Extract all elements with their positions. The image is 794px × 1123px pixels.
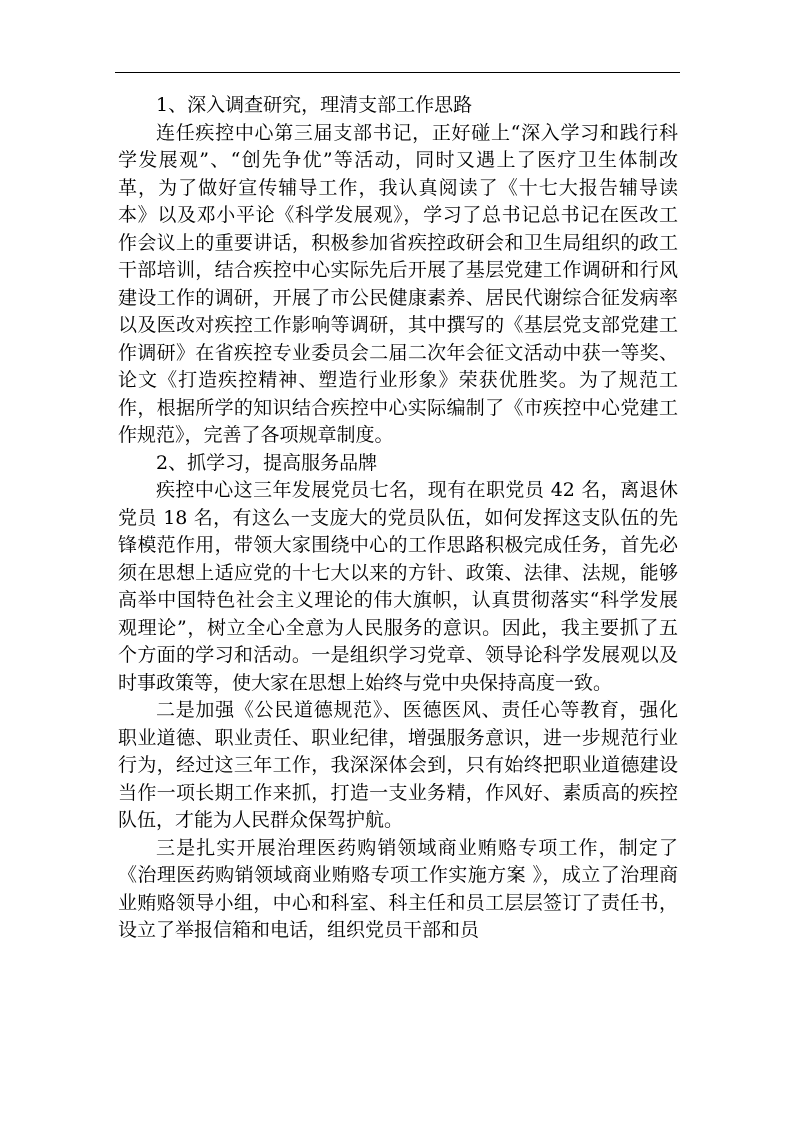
section-1-paragraph: 连任疾控中心第三届支部书记，正好碰上“深入学习和践行科学发展观”、“创先争优”等活动，同时又遇上了医疗卫生体制改革，为了做好宣传辅导工作，我认真阅读了《十七大报告辅导读本》以及邓小平论《科学发展观》，学习了总书记总书记在医改工作会议上的重要讲话，积极参加省疾控政研会和卫生局组织的政工干部培训，结合疾控中心实际先后开展了基层党建工作调研和行风建设工作的调研，开展了市公民健康素养、居民代谢综合征发病率以及医改对疾控工作影响等调研，其中撰写的《基层党支部党建工作调研》在省疾控专业委员会二届二次年会征文活动中获一等奖、论文《打造疾控精神、塑造行业形象》荣获优胜奖。为了规范工作，根据所学的知识结合疾控中心实际编制了《市疾控中心党建工作规范》，完善了各项规章制度。 (118, 121, 678, 446)
section-2-paragraph-2: 二是加强《公民道德规范》、医德医风、责任心等教育，强化职业道德、职业责任、职业纪律，增强服务意识，进一步规范行业行为，经过这三年工作，我深深体会到，只有始终把职业道德建设当作一项长期工作来抓，打造一支业务精，作风好、素质高的疾控队伍，才能为人民群众保驾护航。 (118, 699, 678, 831)
section-2-paragraph-3: 三是扎实开展治理医药购销领域商业贿赂专项工作，制定了《治理医药购销领域商业贿赂专项工作实施方案 》，成立了治理商业贿赂领导小组，中心和科室、科主任和员工层层签订了责任书，设立了举报信箱和电话，组织党员干部和员 (118, 836, 678, 941)
section-1-heading: 1、深入调查研究，理清支部工作思路 (156, 94, 473, 116)
document-body (118, 92, 678, 945)
header-rule (115, 72, 680, 73)
section-2-paragraph-1: 疾控中心这三年发展党员七名，现有在职党员 42 名，离退休党员 18 名，有这么一支庞大的党员队伍，如何发挥这支队伍的先锋模范作用，带领大家围绕中心的工作思路积极完成任务，首先必须在思想上适应党的十七大以来的方针、政策、法律、法规，能够高举中国特色社会主义理论的伟大旗帜，认真贯彻落实“科学发展观理论”，树立全心全意为人民服务的意识。因此，我主要抓了五个方面的学习和活动。一是组织学习党章、领导论科学发展观以及时事政策等，使大家在思想上始终与党中央保持高度一致。 (118, 479, 678, 694)
section-2-heading: 2、抓学习，提高服务品牌 (156, 451, 378, 474)
